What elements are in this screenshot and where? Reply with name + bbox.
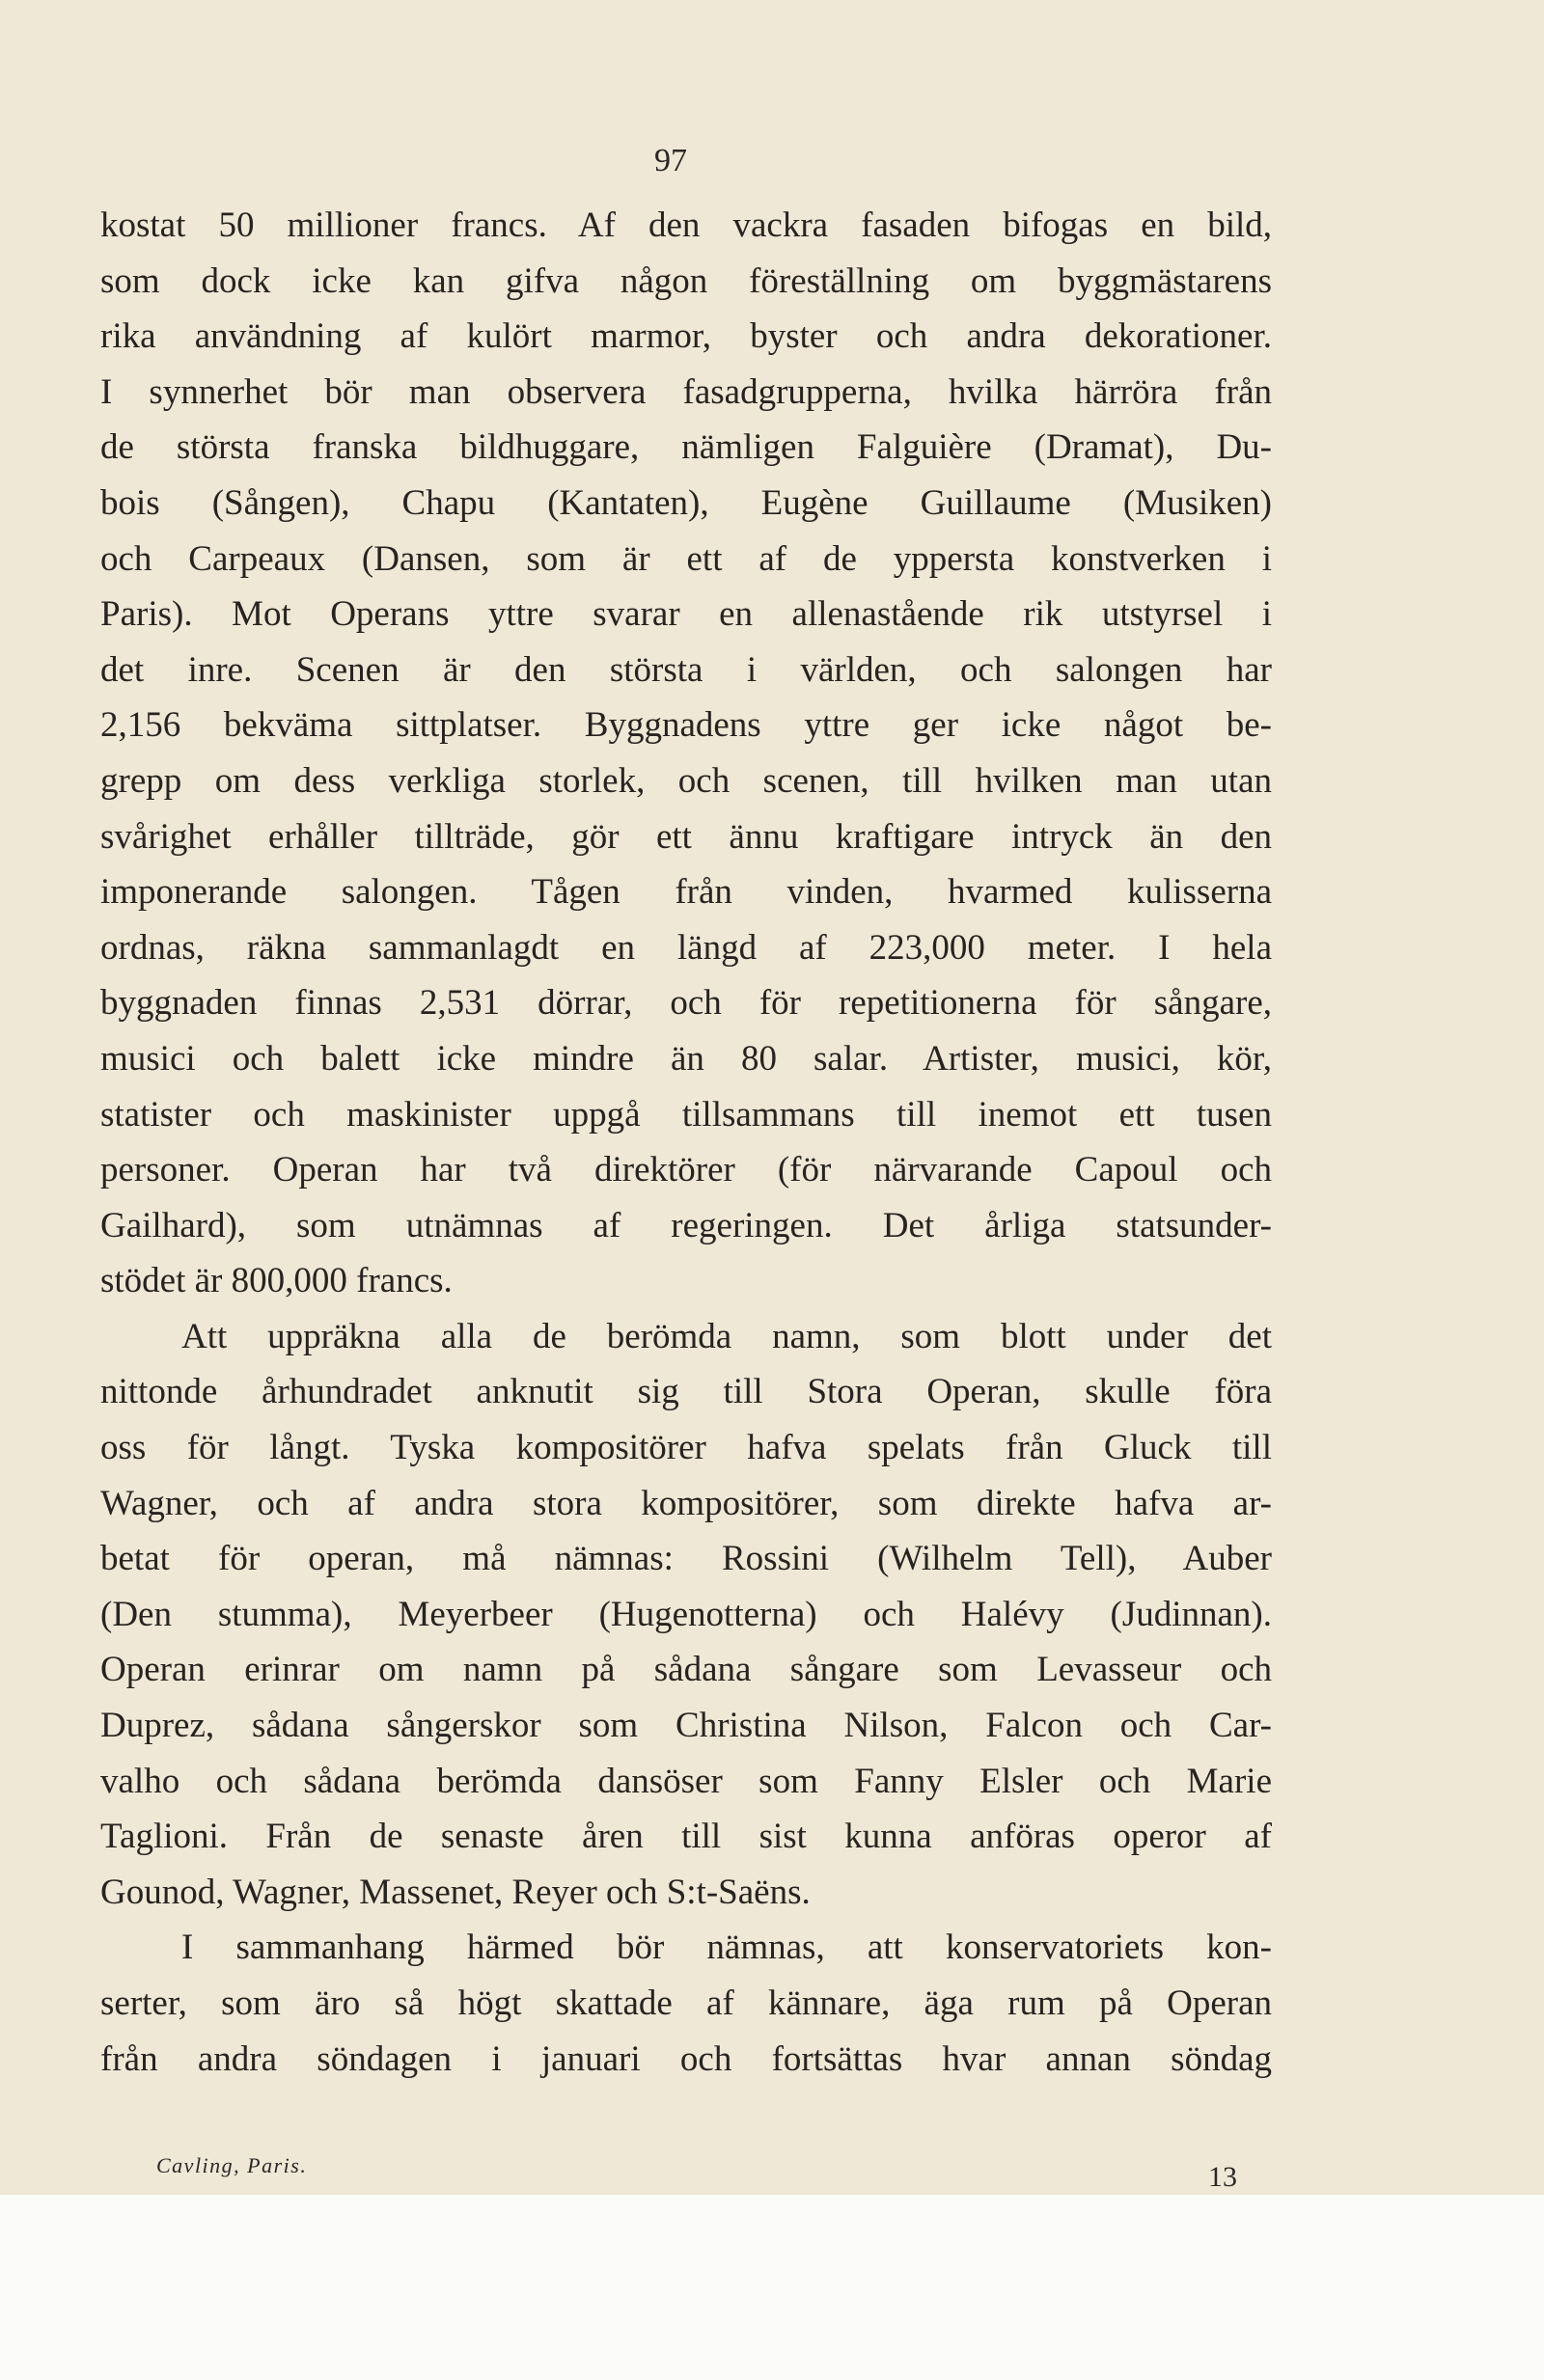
text-line: byggnaden finnas 2,531 dörrar, och för repetitionerna för sångare, — [100, 983, 1272, 1024]
text-line: från andra söndagen i januari och fortsättas hvar annan söndag — [100, 2038, 1272, 2079]
body-text — [100, 198, 1272, 2087]
text-line: och Carpeaux (Dansen, som är ett af de yppersta konstverken i — [100, 538, 1272, 579]
text-line: det inre. Scenen är den största i världen, och salongen har — [100, 649, 1272, 690]
text-line: Att uppräkna alla de berömda namn, som blott under det — [181, 1316, 1272, 1356]
text-line: 2,156 bekväma sittplatser. Byggnadens yttre ger icke något be- — [100, 705, 1272, 746]
text-line: ordnas, räkna sammanlagdt en längd af 223,000 meter. I hela — [100, 927, 1272, 968]
text-line: Gounod, Wagner, Massenet, Reyer och S:t-Saëns. — [100, 1872, 811, 1912]
text-line: kostat 50 millioner francs. Af den vackra fasaden bifogas en bild, — [100, 205, 1272, 245]
text-line: rika användning af kulört marmor, byster och andra dekorationer. — [100, 316, 1272, 357]
text-line: Operan erinrar om namn på sådana sångare som Levasseur och — [100, 1650, 1272, 1690]
text-line: svårighet erhåller tillträde, gör ett ännu kraftigare intryck än den — [100, 816, 1272, 857]
text-line: grepp om dess verkliga storlek, och scenen, till hvilken man utan — [100, 760, 1272, 801]
text-line: stödet är 800,000 francs. — [100, 1261, 453, 1301]
text-line: (Den stumma), Meyerbeer (Hugenotterna) och Halévy (Judinnan). — [100, 1594, 1272, 1634]
printer-signature: Cavling, Paris. — [156, 2153, 308, 2177]
text-line: som dock icke kan gifva någon föreställning om byggmästarens — [100, 260, 1272, 301]
text-line: Duprez, sådana sångerskor som Christina Nilson, Falcon och Car- — [100, 1706, 1272, 1746]
text-line: Gailhard), som utnämnas af regeringen. Det årliga statsunder- — [100, 1205, 1272, 1245]
text-line: Paris). Mot Operans yttre svarar en allenastående rik utstyrsel i — [100, 594, 1272, 635]
text-line: serter, som äro så högt skattade af kännare, äga rum på Operan — [100, 1983, 1272, 2023]
text-line: statister och maskinister uppgå tillsammans till inemot ett tusen — [100, 1094, 1272, 1135]
text-line: de största franska bildhuggare, nämligen Falguière (Dramat), Du- — [100, 427, 1272, 468]
text-line: I sammanhang härmed bör nämnas, att konservatoriets kon- — [181, 1928, 1272, 1968]
text-line: personer. Operan har två direktörer (för närvarande Capoul och — [100, 1150, 1272, 1190]
text-line: betat för operan, må nämnas: Rossini (Wilhelm Tell), Auber — [100, 1539, 1272, 1579]
text-line: oss för långt. Tyska kompositörer hafva spelats från Gluck till — [100, 1428, 1272, 1468]
paragraph-3 — [100, 1920, 1272, 2087]
text-line: valho och sådana berömda dansöser som Fanny Elsler och Marie — [100, 1761, 1272, 1801]
text-line: bois (Sången), Chapu (Kantaten), Eugène Guillaume (Musiken) — [100, 482, 1272, 523]
text-line: Wagner, och af andra stora kompositörer, som direkte hafva ar- — [100, 1483, 1272, 1523]
text-line: nittonde århundradet anknutit sig till Stora Operan, skulle föra — [100, 1372, 1272, 1412]
sheet-number: 13 — [1208, 2161, 1237, 2193]
text-line: musici och balett icke mindre än 80 salar. Artister, musici, kör, — [100, 1038, 1272, 1079]
paragraph-2 — [100, 1309, 1272, 1921]
page-number: 97 — [654, 143, 687, 178]
paragraph-1 — [100, 198, 1272, 1309]
text-line: imponerande salongen. Tågen från vinden, hvarmed kulisserna — [100, 872, 1272, 913]
text-line: I synnerhet bör man observera fasadgrupperna, hvilka härröra från — [100, 371, 1272, 412]
text-line: Taglioni. Från de senaste åren till sist kunna anföras operor af — [100, 1817, 1272, 1857]
